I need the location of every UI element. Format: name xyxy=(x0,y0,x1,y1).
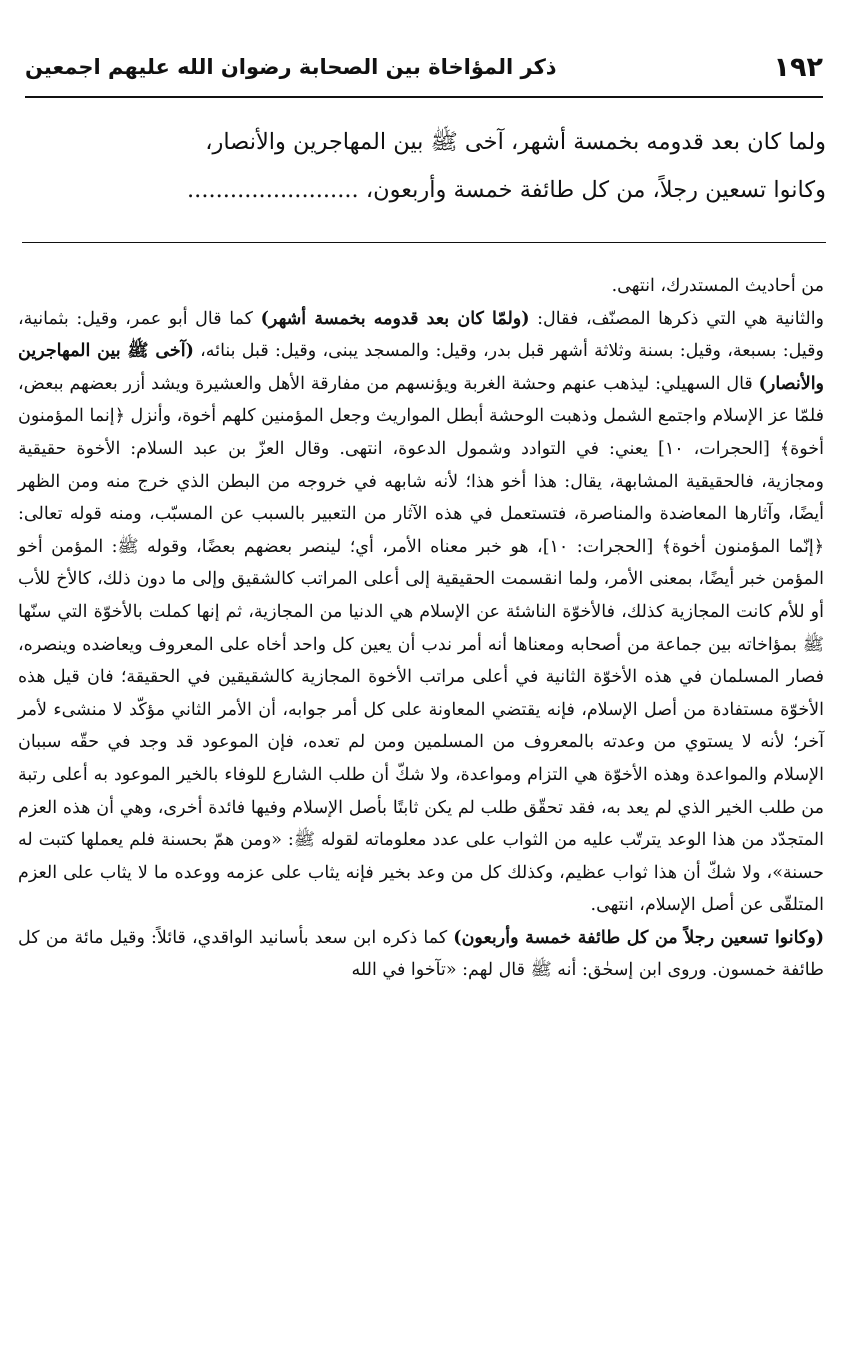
quoted-main-text: (وكانوا تسعين رجلاً من كل طائفة خمسة وأربعون) xyxy=(453,927,824,948)
main-text-line xyxy=(22,118,826,166)
commentary-text-span: والثانية هي التي ذكرها المصنّف، فقال: xyxy=(529,308,825,329)
ellipsis-dots: ........................ xyxy=(187,177,359,203)
commentary-paragraph-2 xyxy=(18,303,824,922)
commentary-text-span: من أحاديث المستدرك، انتهى. xyxy=(611,276,824,296)
main-text-line xyxy=(22,166,826,214)
section-divider xyxy=(22,242,826,243)
quoted-main-text: (ولمّا كان بعد قدومه بخمسة أشهر) xyxy=(260,308,530,329)
commentary-text-span: كما قال أبو عمر، وقيل: بثمانية، وقيل: بسبعة، وقيل: بسنة وثلاثة أشهر قبل بدر، وقيل: والمسجد يبنى، وقيل: قبل بنائه، xyxy=(18,308,825,362)
commentary-text xyxy=(18,270,824,987)
commentary-text-span: كما ذكره ابن سعد بأسانيد الواقدي، قائلاً: وقيل مائة من كل طائفة خمسون. وروى ابن إسحٰق: أنه ﷺ قال لهم: «تآخوا في الله xyxy=(18,927,824,981)
main-text xyxy=(22,118,826,214)
quoted-main-text: (آخى ﷺ بين المهاجرين والأنصار) xyxy=(18,341,825,394)
commentary-text-span: قال السهيلي: ليذهب عنهم وحشة الغربة ويؤنسهم من مفارقة الأهل والعشيرة ويشد أزر بعضهم ببعض، فلمّا عز الإسلام واجتمع الشمل وذهبت الوحشة أبطل المواريث وجعل المؤمنين كلهم أخوة، وأنزل ﴿إنما المؤمنون أخوة﴾ [الحجرات، ١٠] يعني: في التوادد وشمول الدعوة، انتهى. وقال العزّ بن عبد السلام: الأخوة حقيقية ومجازية، فالحقيقية المشابهة، يقال: هذا أخو هذا؛ لأنه شابهه في خروجه من البطن الذي خرج منه ومن الظهر أيضًا، وآثارها المعاضدة والمناصرة، فتستعمل في هذه الآثار من التعبير بالسبب عن المسبّب، ومنه قوله تعالى: ﴿إنّما المؤمنون أخوة﴾ [الحجرات: ١٠]، هو خبر معناه الأمر، أي؛ لينصر بعضهم بعضًا، وقوله ﷺ: المؤمن أخو المؤمن خبر أيضًا، بمعنى الأمر، ولما انقسمت الحقيقية إلى أعلى المراتب كالشقيق وإلى ما دون ذلك، كالأخ للأب أو للأم كانت المجازية كذلك، فالأخوّة الناشئة عن الإسلام هي الدنيا من المجازية، ثم إنها كملت بالأخوّة التي سنّها ﷺ بمؤاخاته بين جماعة من أصحابه ومعناها أنه أمر ندب أن يعين كل واحد أخاه على المعروف ويعاضده وينصره، فصار المسلمان في هذه الأخوّة الثانية في أعلى مراتب الأخوة المجازية كالشقيقين في الحقيقة؛ فان قيل هذه الأخوّة مستفادة من أصل الإسلام، فإنه يقتضي المعاونة على كل أمر جوابه، أن الأمر الثاني مؤكّد لا منشىء لأمر آخر؛ لأنه لا يستوي من وعدته بالمعروف من المسلمين ومن لم تعده، فإن الموعود قد وجد في حقّه سببان الإسلام والمواعدة وهذه الأخوّة هي التزام ومواعدة، ولا شكّ أن طلب الشارع للوفاء بالخير الموعود به أعلى رتبة من طلب الخير الذي لم يعد به، فقد تحقّق طلب لم يكن ثابتًا بأصل الإسلام وفيها فائدة أخرى، وهي أن هذه العزم المتجدّد من هذا الوعد يترتّب عليه من الثواب على عدد معلوماته لقوله ﷺ: «ومن همّ بحسنة فلم يعملها كتبت له حسنة»، ولا شكّ أن هذا ثواب عظيم، وكذلك كل من وعد بخير فإنه يثاب على عزمه ووعده ما لا يثاب على العزم المتلقّى عن أصل الإسلام، انتهى. xyxy=(18,373,824,916)
running-title: ذكر المؤاخاة بين الصحابة رضوان الله عليهم اجمعين xyxy=(25,55,557,79)
page-number: ١٩٢ xyxy=(773,51,823,83)
commentary-paragraph-3 xyxy=(18,922,824,987)
main-text-line-1: ولما كان بعد قدومه بخمسة أشهر، آخى ﷺ بين المهاجرين والأنصار، xyxy=(205,129,826,155)
commentary-paragraph-1 xyxy=(18,270,824,303)
main-text-line-2: وكانوا تسعين رجلاً، من كل طائفة خمسة وأربعون، xyxy=(365,177,826,203)
page-header xyxy=(25,38,823,98)
